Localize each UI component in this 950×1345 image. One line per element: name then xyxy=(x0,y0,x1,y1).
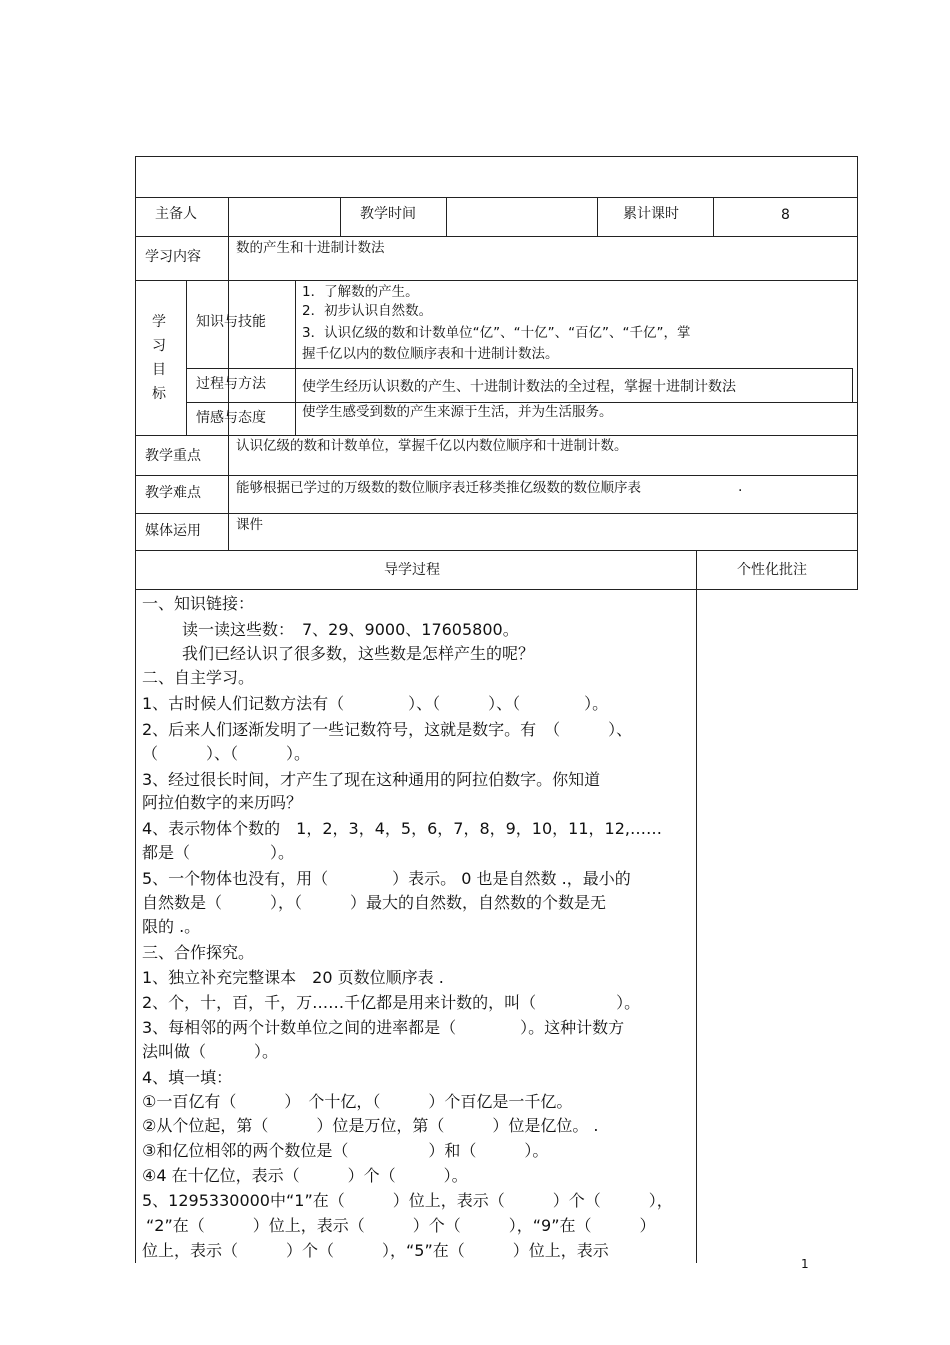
time-label: 教学时间 xyxy=(360,206,416,222)
header-col-3 xyxy=(446,197,447,236)
emotion-label: 情感与态度 xyxy=(196,410,266,426)
header-col-2 xyxy=(340,197,341,236)
body-line-14: 限的 .。 xyxy=(142,917,201,936)
body-line-20: 4、填一填： xyxy=(142,1068,233,1087)
goals-col-1 xyxy=(186,280,187,435)
content-label: 学习内容 xyxy=(145,249,201,265)
process-method-label: 过程与方法 xyxy=(196,376,266,392)
process-header-right: 个性化批注 xyxy=(737,562,807,578)
body-line-4: 二、自主学习。 xyxy=(142,668,255,687)
row-divider-5 xyxy=(135,475,858,476)
lead-label: 主备人 xyxy=(155,206,197,222)
body-line-5: 1、古时候人们记数方法有（ ）、（ ）、（ ）。 xyxy=(142,694,609,713)
page-number: 1 xyxy=(801,1257,809,1271)
process-header-left: 导学过程 xyxy=(384,562,440,578)
goals-label-char-3: 目 xyxy=(152,362,166,378)
body-line-12: 5、一个物体也没有，用（ ）表示。 0 也是自然数 .，最小的 xyxy=(142,869,631,888)
knowledge-line-2: 2．初步认识自然数。 xyxy=(302,303,433,319)
body-line-22: ②从个位起，第（ ）位是万位，第（ ）位是亿位。 . xyxy=(142,1116,599,1135)
row-divider-8 xyxy=(135,589,858,590)
goals-label-char-1: 学 xyxy=(152,314,166,330)
row-divider-2 xyxy=(135,236,858,237)
difficulty-dot: . xyxy=(738,479,743,495)
emotion-value: 使学生感受到数的产生来源于生活，并为生活服务。 xyxy=(302,404,613,420)
body-line-8: 3、经过很长时间，才产生了现在这种通用的阿拉伯数字。你知道 xyxy=(142,770,601,789)
body-line-17: 2、个，十，百，千，万……千亿都是用来计数的，叫（ ）。 xyxy=(142,993,641,1012)
knowledge-line-3: 3．认识亿级的数和计数单位“亿”、“十亿”、“百亿”、“千亿”，掌 xyxy=(302,325,691,341)
body-line-15: 三、合作探究。 xyxy=(142,943,255,962)
key-point-label: 教学重点 xyxy=(145,448,201,464)
knowledge-line-1: 1．了解数的产生。 xyxy=(302,284,419,300)
body-line-25: 5、1295330000中“1”在（ ）位上，表示（ ）个（ ）， xyxy=(142,1191,673,1210)
body-line-2: 读一读这些数： 7、29、9000、17605800。 xyxy=(150,620,519,639)
body-line-21: ①一百亿有（ ） 个十亿，（ ）个百亿是一千亿。 xyxy=(142,1092,573,1111)
table-left-border xyxy=(135,156,136,1263)
header-col-5 xyxy=(713,197,714,236)
header-col-1 xyxy=(228,197,229,550)
goals-col-2 xyxy=(295,280,296,435)
row-divider-goals-1 xyxy=(186,368,853,369)
header-col-4 xyxy=(597,197,598,236)
body-line-6: 2、后来人们逐渐发明了一些记数符号，这就是数字。有 （ ）、 xyxy=(142,720,633,739)
key-point-value: 认识亿级的数和计数单位，掌握千亿以内数位顺序和十进制计数。 xyxy=(236,438,628,454)
body-line-13: 自然数是（ ），（ ）最大的自然数，自然数的个数是无 xyxy=(142,893,607,912)
table-right-border xyxy=(857,156,858,590)
row-divider-3 xyxy=(135,280,858,281)
media-value: 课件 xyxy=(236,517,263,533)
body-line-7: （ ）、（ ）。 xyxy=(142,744,311,763)
process-method-value: 使学生经历认识数的产生、十进制计数法的全过程，掌握十进制计数法 xyxy=(302,379,736,395)
body-line-3: 我们已经认识了很多数，这些数是怎样产生的呢？ xyxy=(150,644,535,663)
row-divider-7 xyxy=(135,550,858,551)
table-top-border xyxy=(135,156,858,157)
body-line-19: 法叫做（ ）。 xyxy=(142,1042,279,1061)
row-divider-4 xyxy=(135,435,858,436)
row-divider-6 xyxy=(135,513,858,514)
knowledge-line-4: 握千亿以内的数位顺序表和十进制计数法。 xyxy=(302,346,559,362)
cumulative-value: 8 xyxy=(781,207,790,223)
body-line-23: ③和亿位相邻的两个数位是（ ）和（ ）。 xyxy=(142,1141,549,1160)
body-line-16: 1、独立补充完整课本 20 页数位顺序表 . xyxy=(142,968,444,987)
knowledge-label: 知识与技能 xyxy=(196,314,266,330)
media-label: 媒体运用 xyxy=(145,523,201,539)
body-line-18: 3、每相邻的两个计数单位之间的进率都是（ ）。这种计数方 xyxy=(142,1018,625,1037)
body-line-9: 阿拉伯数字的来历吗？ xyxy=(142,793,303,812)
body-line-11: 都是（ ）。 xyxy=(142,843,295,862)
goals-label-char-2: 习 xyxy=(152,338,166,354)
cumulative-label: 累计课时 xyxy=(623,206,679,222)
body-line-27: 位上，表示（ ）个（ ），“5”在（ ）位上，表示 xyxy=(142,1241,609,1260)
content-value: 数的产生和十进制计数法 xyxy=(236,240,385,256)
goals-label-char-4: 标 xyxy=(152,386,166,402)
body-line-26: “2”在（ ）位上，表示（ ）个（ ），“9”在（ ） xyxy=(146,1216,656,1235)
difficulty-value: 能够根据已学过的万级数的数位顺序表迁移类推亿级数的数位顺序表 xyxy=(236,480,641,496)
goals-col-extra xyxy=(852,368,853,402)
difficulty-label: 教学难点 xyxy=(145,485,201,501)
row-divider-1 xyxy=(135,197,858,198)
process-col-divider xyxy=(696,550,697,1263)
body-line-1: 一、知识链接： xyxy=(142,594,255,613)
body-line-10: 4、表示物体个数的 1，2，3，4，5，6，7，8，9，10，11，12,…… xyxy=(142,819,662,838)
body-line-24: ④4 在十亿位，表示（ ）个（ ）。 xyxy=(142,1166,468,1185)
